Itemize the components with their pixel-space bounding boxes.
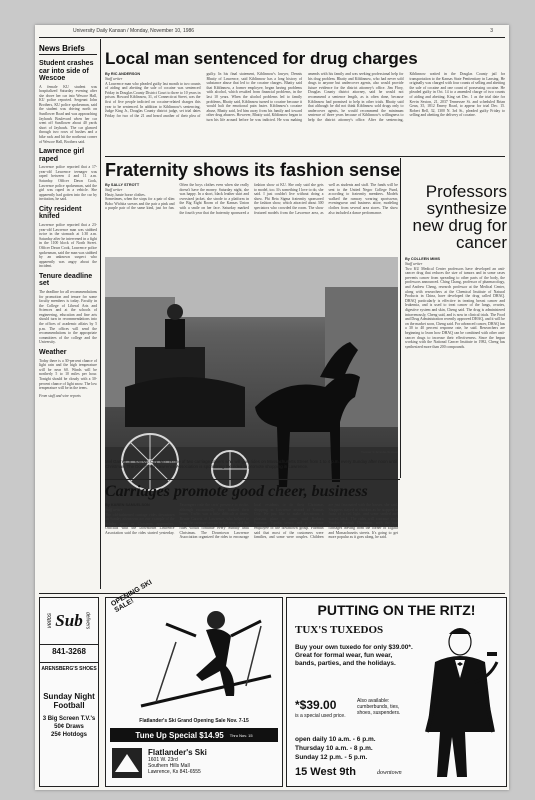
ski-store-name: Flatlander's Ski <box>148 748 207 757</box>
ski-banner: Flatlander's Ski Grand Opening Sale Nov. 7-15 <box>139 718 249 724</box>
brief-headline: City resident knifed <box>39 205 82 221</box>
ski-address: Southern Hills Mall <box>148 763 190 769</box>
newspaper-page <box>35 25 509 790</box>
side-story-headline: Professors synthesize new drug for cancer <box>412 182 507 252</box>
ritz-address: 15 West 9th <box>295 766 356 778</box>
skier-illustration <box>136 606 276 716</box>
brief-headline: Student crashes car into side of Wescoe <box>39 60 94 82</box>
story2-byline: By SALLY STROTT <box>105 183 140 187</box>
story3-body <box>105 503 398 589</box>
story-rule <box>105 479 400 480</box>
brief-headline: Weather <box>39 349 67 357</box>
story1-headline: Local man sentenced for drug charges <box>105 49 418 68</box>
brief-headline: Lawrence girl raped <box>39 148 85 163</box>
side-story-staff: Staff writer <box>405 262 423 266</box>
briefs-credit: From staff and wire reports <box>39 393 81 398</box>
vellos-phone: 841-3268 <box>52 647 86 656</box>
column-divider <box>100 39 101 589</box>
brief-text: Lawrence police reported that a 17-year-old Lawrence teenager was raped between 4 and 11 a.m. Saturday. Officer Dawn Cook, Lawrence police spokesman, said the girl was raped in a vehicle. She apparently had gotten into the car by invitation, he said. <box>39 165 97 202</box>
brief-text: The deadline for all recommendations for promotion and tenure for some faculty members is today. Faculty in the College of Liberal Arts and Sciences and at the schools of engineering, education and fine arts should turn in recommendations into the offices of academic affairs by 5 p.m. The offices will send the recommendations to the appropriate committees of the college and the University. <box>39 289 97 345</box>
ritz-brand: TUX'S TUXEDOS <box>295 624 384 636</box>
story2-text: Sometimes, when the stops for a pair of slim Boho Wichita swears and the pair a pink and a purple pair of the same kind, just for fun. Often the boys clothes even when she really doesn't have the money. Saturday night, she was happy. In a short, black leather skirt and oversized jacket, she strode to a platform in the Big Eight Room of the Kansas Union with a smile on her face. Saturday marked the fourth year that the fraternity sponsored a fashion show at KU. She only said she gets to model, too. It's something I love to do, she said. I just couldn't live without doing a show. Phi Beta Sigma fraternity sponsored the fashion show, which attracted about 300 spectators who crowded the room. The show featured models from the Lawrence area, as well as students and staff. The funds will be sent to the United Negro College Fund, according to fraternity members. Models walked the runway wearing sportswear, eveningwear and business attire, modeling clothes from several area stores. The show also included a dance performance. <box>105 183 398 215</box>
story-rule <box>105 156 505 157</box>
photo-credit: Wesner Schroeder/Kansan <box>361 450 398 454</box>
side-story-byline: By COLLEEN MIMS <box>405 257 441 261</box>
side-story-body <box>405 257 505 587</box>
ski-opening-sale: OPENING SKI SALE! <box>110 579 154 615</box>
ritz-location: downtown <box>377 770 402 776</box>
folio-left: University Daily Kansan / Monday, November 10, 1986 <box>73 28 195 34</box>
ritz-headline: PUTTING ON THE RITZ! <box>317 602 476 618</box>
ritz-price: *$39.00 <box>295 698 337 712</box>
photo-caption: Mel Garrett Jr., Kansas City, Mo., is one of two carriage drivers who will give rides on Massachusetts Street from 1 to 4 p.m. every Sunday after noon until Christmas. The Downtown Lawrence Association is sponsoring the rides to promote shopping in Lawrence. <box>105 459 397 469</box>
ritz-offer: Buy your own tuxedo for only $39.00*. Great for formal wear, fun wear, bands, parties, and the holidays. <box>295 644 413 667</box>
ritz-hours: Sunday 12 p.m. - 5 p.m. <box>295 754 368 761</box>
news-briefs-title: News Briefs <box>39 44 85 53</box>
brief-text: A female KU student was hospitalized Saturday evening after she drove her car into Wescoe Hall, KU police reported. Sergeant John Brothers, KU police spokesman, said the student was driving north on Sunflower Road and was approaching Jayhawk Boulevard when her car went off Sunflower about 40 yards short of Jayhawk. The car glanced through two rows of bushes and a bike rack and hit the northeast corner of Wescoe Hall, Brothers said. <box>39 84 97 144</box>
story1-text: A Lawrence man who pleaded guilty last month to two counts of aiding and abetting the sale of cocaine was sentenced Friday in Douglas County District Court to three to 10 years in prison. Howard Kiblinnow, 31, of Connecticut Street, was the first of five people indicted on cocaine-related charges this year to be sentenced. In addition to Kiblinnow's sentencing, Judge King Jr., Douglas County district judge, set trial dates Friday for two of the 21 and heard another of their plea of guilty. In his final statement, Kiblinnow's lawyer, Dennis Bhatty of Lawrence, said Kiblinnow has a long history of substance abuse that led to the cocaine charges. Bhatty said that Kiblinnow, a former employee, began having problems with alcohol, which resulted from financial problems, in the last 10 years. When the alcohol problems led to family problems, Bhatty said, Kiblinnow turned to cocaine because it would halt the emotional pain faster. Kiblinnow's cocaine abuse, Bhatty said, led him away from his family and toward other drug abusers. However, Bhatty said, Kiblinnow began to turn his life around before he was indicted. He was making amends with his family and was seeking professional help for his drug problem. Bhatty and Kiblinnow, who had never sold drugs to anyone but undercover agents, also would provide future evidence for the district attorney's office. Jim Flory, Douglas County district attorney, said he would not recommend a sentence length, as is often done, because Kiblinnow had promised to help in other trials. Bhatty said that although he did not think Kiblinnow sold drugs only to undercover agents, he would recommend the minimum sentence of three years because of Kiblinnow's willingness to help the district attorney's office. After the sentencing, Kiblinnow waited in the Douglas County jail for transportation to the Kansas State Penitentiary in Lansing. He originally was charged with four counts of selling and abetting the sale of cocaine and one count of possessing cocaine. He pleaded guilty in Oct. 14 to a amended charge of two counts of aiding and abetting. King set Dec. 1 as the trial date for Kevin Sexton, 21, 2037 Tennessee St. and scheduled Brian Gean, 35, 1812 Emery Road, to appear for trial Dec. 15. Robert Bell, 32, 1300 N. 3rd St., pleaded guilty Friday to selling and abetting the delivery of cocaine. <box>105 72 505 122</box>
vellos-store: ARENSBERG'S SHOES <box>40 662 98 672</box>
vellos-deal: 25¢ Hotdogs <box>50 732 87 738</box>
ritz-price-note: is a special used price. <box>295 713 346 719</box>
ritz-extras: Also available: cumberbunds, ties, shoes, suspenders. <box>357 698 401 716</box>
vellos-promo: Sunday Night Football <box>43 692 95 710</box>
flatlanders-ski-ad <box>105 579 283 787</box>
vellos-deal: 3 Big Screen T.V.'s <box>42 716 96 722</box>
vellos-sub-ad <box>39 597 99 787</box>
tuxs-tuxedos-ad <box>286 597 507 787</box>
story3-headline: Carriages promote good cheer, business <box>105 483 368 500</box>
story1-body <box>105 72 505 154</box>
vellos-sub: Sub <box>55 611 83 630</box>
carriage-photo <box>105 257 398 447</box>
tuxedo-man-illustration <box>415 622 501 780</box>
ads-rule <box>39 593 505 594</box>
ski-logo <box>112 748 142 778</box>
story2-body <box>105 183 398 255</box>
ski-address: 1601 W. 23rd <box>148 757 178 763</box>
story3-byline: By KAREN SAMUELSON <box>105 503 150 507</box>
ritz-hours: Thursday 10 a.m. - 8 p.m. <box>295 745 373 752</box>
story3-text: The old-fashioned carriage rides downtown on Sunday afternoons are one example of the holiday spirit as Christmas approaches. Officials with the Downtown Lawrence Association said the rides started yesterday. Passengers rode the carts' presence to stroke, although occasionally they honked their horns. Traffic was a little difficult at times. Bernie Garrett, of Lawrence, who helped to bring the carriage service to the area, said the rides would continue every Sunday until Christmas. The Downtown Lawrence Association organized the rides to encourage local residents to do their Christmas shopping in Lawrence instead of Kansas City. We just like to make downtown a pleasant place to come, said Barbara Fairman. Topeka senior and a part-time employee of the downtown group. Fairman said that most of the customers were families, and some were couples. Children are just fascinated with the horses, she said. Shoppers stayed at children as he stopped in front of a red light, and some smiled and waved back. The rides will continue each Sunday through Christmas, with the two carriages leaving from the corner of Eighth and Massachusetts streets. It's going to get more popular as it goes along, he said. <box>105 503 398 540</box>
ski-tune-date: Thru Nov. 15 <box>229 732 253 738</box>
story2-staff: Staff writer <box>105 188 123 192</box>
page-number: 3 <box>490 28 493 34</box>
vellos-deal: 50¢ Draws <box>54 724 84 730</box>
ski-address: Lawrence, Ks 841-6555 <box>148 769 201 775</box>
side-story-text: Two KU Medical Center professors have developed an anti-cancer drug that reduces the size of tumors and in some cases prevents cancer from spreading to other parts of the body, the professors announced. Ching Chang, professor of pharmacology, and Andrew Cheng, research professor at the Medical Center, along with researchers at the Chemical Institute of Natural Products in China, have developed the drug called DHAQ. DHAQ particularly is effective in treating breast cancer and leukemia, and is used to treat cancer of the lungs, ovaries, digestive system and skin, Cheng said. The drug is administered intravenously, Cheng said, and is now in clinical trials. The Food and Drug Administration recently approved DHAQ, and it will be on the market soon, Cheng said. For advanced cancer, DHAQ has a 30 to 40 percent response rate, he said. Researchers are beginning to learn how DHAQ can be combined with other anti-cancer drugs to increase their effectiveness. Since the begun working with the National Cancer Institute in 1982, Cheng has synthesized more than 200 compounds. <box>405 266 505 349</box>
ski-tune-up: Tune Up Special $14.95 <box>135 730 224 740</box>
story2-kicker: Hasty, haute horse clothes. <box>105 192 146 197</box>
news-briefs-column <box>39 56 97 586</box>
brief-text: Today there is a 30-percent chance of light rain and the high temperature will be near 60. Winds will be northerly 5 to 10 miles per hour. Tonight should be cloudy with a 30-percent chance of light snow. The low temperature will be in the teens. <box>39 358 97 391</box>
story2-headline: Fraternity shows its fashion sense <box>105 160 401 180</box>
briefs-rule <box>39 54 97 55</box>
page-folio <box>73 28 493 34</box>
column-divider <box>400 158 401 478</box>
story1-byline: By RIC ANDERSON <box>105 72 141 76</box>
top-rule <box>39 37 505 38</box>
story3-staff: Staff writer <box>105 508 123 512</box>
vellos-delivers: delivers <box>84 612 91 630</box>
vellos-left: vellos <box>47 613 54 629</box>
brief-headline: Tenure deadline set <box>39 272 93 288</box>
story1-staff: Staff writer <box>105 77 123 81</box>
brief-text: Lawrence police reported that a 23-year-old Lawrence man was stabbed twice in the stomach at 1:30 a.m. Saturday after he intervened in a fight in the 1100 block of North Street. Officer Dawn Cook, Lawrence police spokesman, said the man was stabbed by an unknown suspect who apparently was angry about the incident. <box>39 222 97 269</box>
ritz-hours: open daily 10 a.m. - 6 p.m. <box>295 736 376 743</box>
